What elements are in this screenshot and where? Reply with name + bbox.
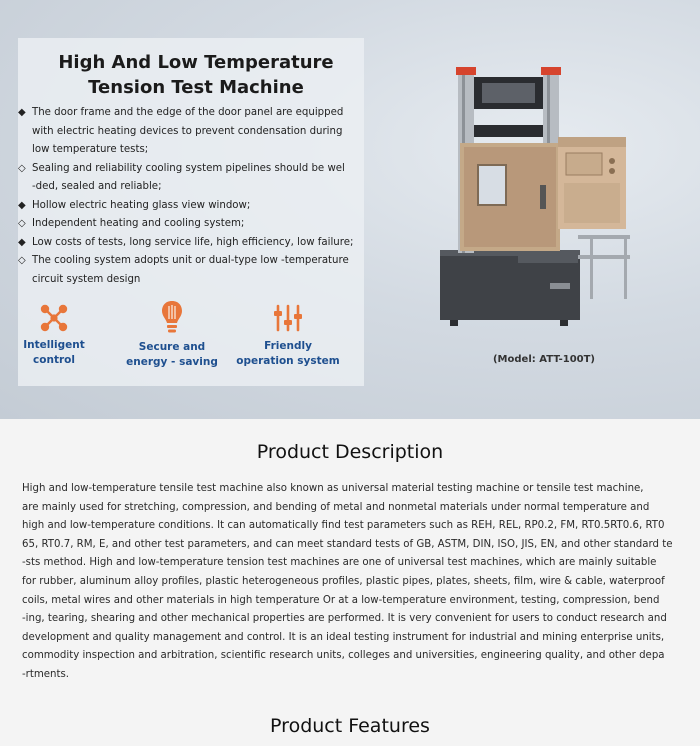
- bullet-hollow-diamond-icon: ◇: [18, 255, 26, 266]
- feature-item: ◇ Independent heating and cooling system;: [18, 215, 364, 234]
- network-icon: [39, 304, 69, 332]
- bullet-hollow-diamond-icon: ◇: [18, 218, 26, 229]
- bullet-filled-diamond-icon: ◆: [18, 107, 26, 118]
- bullet-filled-diamond-icon: ◆: [18, 236, 26, 248]
- test-machine-image: [430, 45, 640, 345]
- feature-operation-system: Friendly operation system: [233, 303, 343, 369]
- bulb-icon: [160, 300, 184, 334]
- page-title: High And Low Temperature Tension Test Machine: [58, 52, 334, 98]
- feature-energy-saving: Secure and energy - saving: [122, 300, 222, 370]
- feature-item: ◆ Hollow electric heating glass view window;: [18, 197, 364, 216]
- feature-item: ◇ The cooling system adopts unit or dual-type low -temperature circuit system design: [18, 252, 364, 289]
- features-title: Product Features: [270, 715, 430, 737]
- model-caption: (Model: ATT-100T): [492, 354, 596, 365]
- bullet-filled-diamond-icon: ◆: [18, 199, 26, 211]
- feature-item: ◇ Sealing and reliability cooling system pipelines should be wel -ded, sealed and reliable;: [18, 160, 364, 197]
- description-title: Product Description: [256, 441, 444, 463]
- feature-item: ◆ Low costs of tests, long service life, high efficiency, low failure;: [18, 234, 364, 253]
- bullet-hollow-diamond-icon: ◇: [18, 162, 26, 174]
- sliders-icon: [273, 303, 303, 333]
- feature-intelligent-control: Intelligent control: [18, 304, 90, 368]
- feature-item: ◆ The door frame and the edge of the door panel are equipped with electric heating devices to prevent condensation during low temperature tests;: [18, 104, 364, 160]
- feature-list: [18, 104, 364, 289]
- description-text: High and low-temperature tensile test machine also known as universal material testing machine or tensile test machine, are mainly used for stretching, compression, and bending of metal and nonmetal materials under normal temperature and high and low-temperature conditions. It can automatically find test parameters such as REH, REL, RP0.2, FM, RT0.5RT0.6, RT0 65, RT0.7, RM, E, and other test parameters, and can meet standard tests of GB, ASTM, DIN, ISO, JIS, EN, and other standard te -sts method. High and low-temperature tension test machines are one of universal test machines, which are mainly suitable for rubber, aluminum alloy profiles, plastic heterogeneous profiles, plastic pipes, plates, sheets, film, wire & cable, waterproof coils, metal wires and other materials in high temperature Or at a low-temperature environment, testing, compression, bend -ing, tearing, shearing and other mechanical properties are performed. It is very convenient for users to conduct research and development and quality management and control. It is an ideal testing instrument for industrial and mining enterprise units, commodity inspection and arbitration, scientific research units, colleges and universities, engineering quality, and other depa -rtments.: [22, 483, 673, 680]
